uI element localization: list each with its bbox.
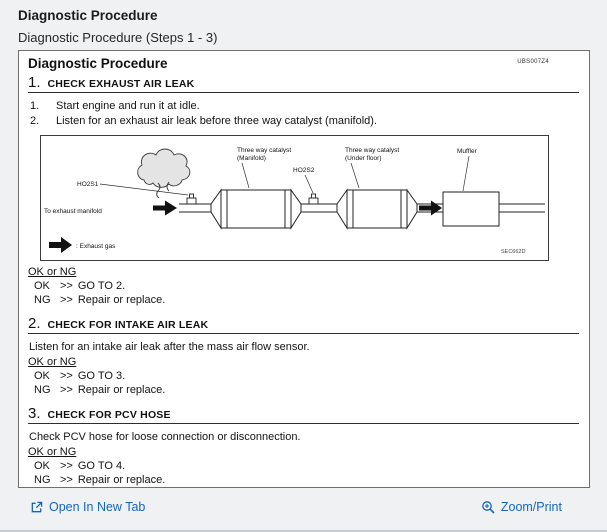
muffler-leader-line [463, 156, 469, 191]
step-1-heading [28, 74, 579, 93]
three-way-catalyst-manifold-shape [211, 190, 301, 228]
result-arrow: >> [60, 280, 73, 292]
instruction-number: 1. [30, 100, 40, 112]
open-in-new-tab-link[interactable] [30, 500, 145, 514]
instruction-list [30, 99, 579, 129]
result-ng [28, 294, 579, 308]
step-2-heading [28, 315, 579, 334]
result-label: NG [34, 293, 51, 306]
panel-title: Diagnostic Procedure [28, 56, 168, 71]
result-label: OK [34, 280, 50, 292]
ho2s1-label: HO2S1 [77, 181, 99, 188]
result-text: GO TO 2. [77, 280, 126, 292]
step-body-text: Check PCV hose for loose connection or disconnection. [29, 431, 301, 443]
step-body-text: Listen for an intake air leak after the mass air flow sensor. [29, 341, 310, 353]
step-title: CHECK EXHAUST AIR LEAK [47, 78, 195, 90]
catalyst1-leader-line [242, 163, 249, 188]
result-text: Repair or replace. [77, 293, 166, 306]
result-text: Repair or replace. [77, 383, 166, 396]
step-2 [28, 315, 579, 397]
zoom-icon [481, 500, 495, 514]
result-ok [28, 370, 579, 384]
result-label: OK [34, 370, 50, 382]
zoom-print-label: Zoom/Print [500, 500, 562, 514]
result-ok [28, 460, 579, 474]
result-text: Repair or replace. [77, 473, 166, 486]
exhaust-diagram-svg [41, 136, 548, 260]
page-subtitle: Diagnostic Procedure (Steps 1 - 3) [18, 30, 218, 45]
result-arrow: >> [60, 473, 73, 486]
ho2s2-sensor [309, 194, 318, 204]
legend-label: : Exhaust gas [76, 243, 116, 250]
instruction-text: Start engine and run it at idle. [56, 100, 200, 112]
result-arrow: >> [60, 293, 73, 306]
instruction-number: 2. [30, 115, 40, 127]
step-1 [28, 74, 579, 307]
three-way-catalyst-under-floor-shape [337, 190, 417, 228]
result-label: NG [34, 383, 51, 396]
step-3 [28, 405, 579, 487]
result-label: OK [34, 460, 50, 472]
figure-code: SEC662D [501, 249, 526, 255]
open-in-new-tab-label: Open In New Tab [49, 500, 146, 514]
exhaust-system-diagram [40, 135, 549, 261]
step-title: CHECK FOR INTAKE AIR LEAK [47, 319, 209, 331]
exhaust-leak-smoke [138, 149, 190, 198]
ho2s2-label: HO2S2 [293, 167, 315, 174]
catalyst1-label-line1: Three way catalyst [237, 147, 292, 154]
page-title: Diagnostic Procedure [18, 8, 158, 23]
step-number: 2. [28, 315, 41, 332]
zoom-print-link[interactable] [481, 500, 562, 514]
flow-arrow-mid [419, 201, 442, 216]
result-arrow: >> [60, 383, 73, 396]
viewer-footer [18, 488, 590, 526]
result-arrow: >> [60, 370, 73, 382]
legend-arrow-icon [49, 237, 72, 253]
result-arrow: >> [60, 460, 73, 472]
muffler-label: Muffler [457, 148, 477, 155]
muffler-shape [443, 192, 499, 226]
instruction-item [30, 99, 579, 114]
result-text: GO TO 3. [77, 370, 126, 382]
ok-ng-label: OK or NG [28, 266, 77, 278]
step-number: 1. [28, 74, 41, 91]
catalyst1-label-line2: (Manifold) [237, 155, 266, 162]
catalyst2-label-line1: Three way catalyst [345, 147, 400, 154]
catalyst2-leader-line [351, 163, 359, 188]
flow-arrow-inlet [153, 201, 177, 216]
step-title: CHECK FOR PCV HOSE [47, 409, 171, 421]
result-ng [28, 384, 579, 398]
to-exhaust-manifold-label: To exhaust manifold [44, 208, 102, 215]
result-label: NG [34, 473, 51, 486]
ho2s1-sensor [187, 194, 196, 204]
catalyst2-label-line2: (Under floor) [345, 155, 382, 162]
instruction-text: Listen for an exhaust air leak before three way catalyst (manifold). [56, 115, 377, 127]
result-text: GO TO 4. [77, 460, 126, 472]
result-ng [28, 474, 579, 488]
open-in-new-tab-icon [30, 501, 43, 514]
ok-ng-label: OK or NG [28, 356, 77, 368]
procedure-panel [18, 50, 590, 488]
instruction-item [30, 114, 579, 129]
result-ok [28, 280, 579, 294]
step-number: 3. [28, 405, 41, 422]
doc-code: UBS007Z4 [517, 59, 549, 65]
ho2s2-leader-line [305, 175, 313, 193]
panel-header [28, 56, 579, 71]
step-3-heading [28, 405, 579, 424]
ok-ng-label: OK or NG [28, 446, 77, 458]
